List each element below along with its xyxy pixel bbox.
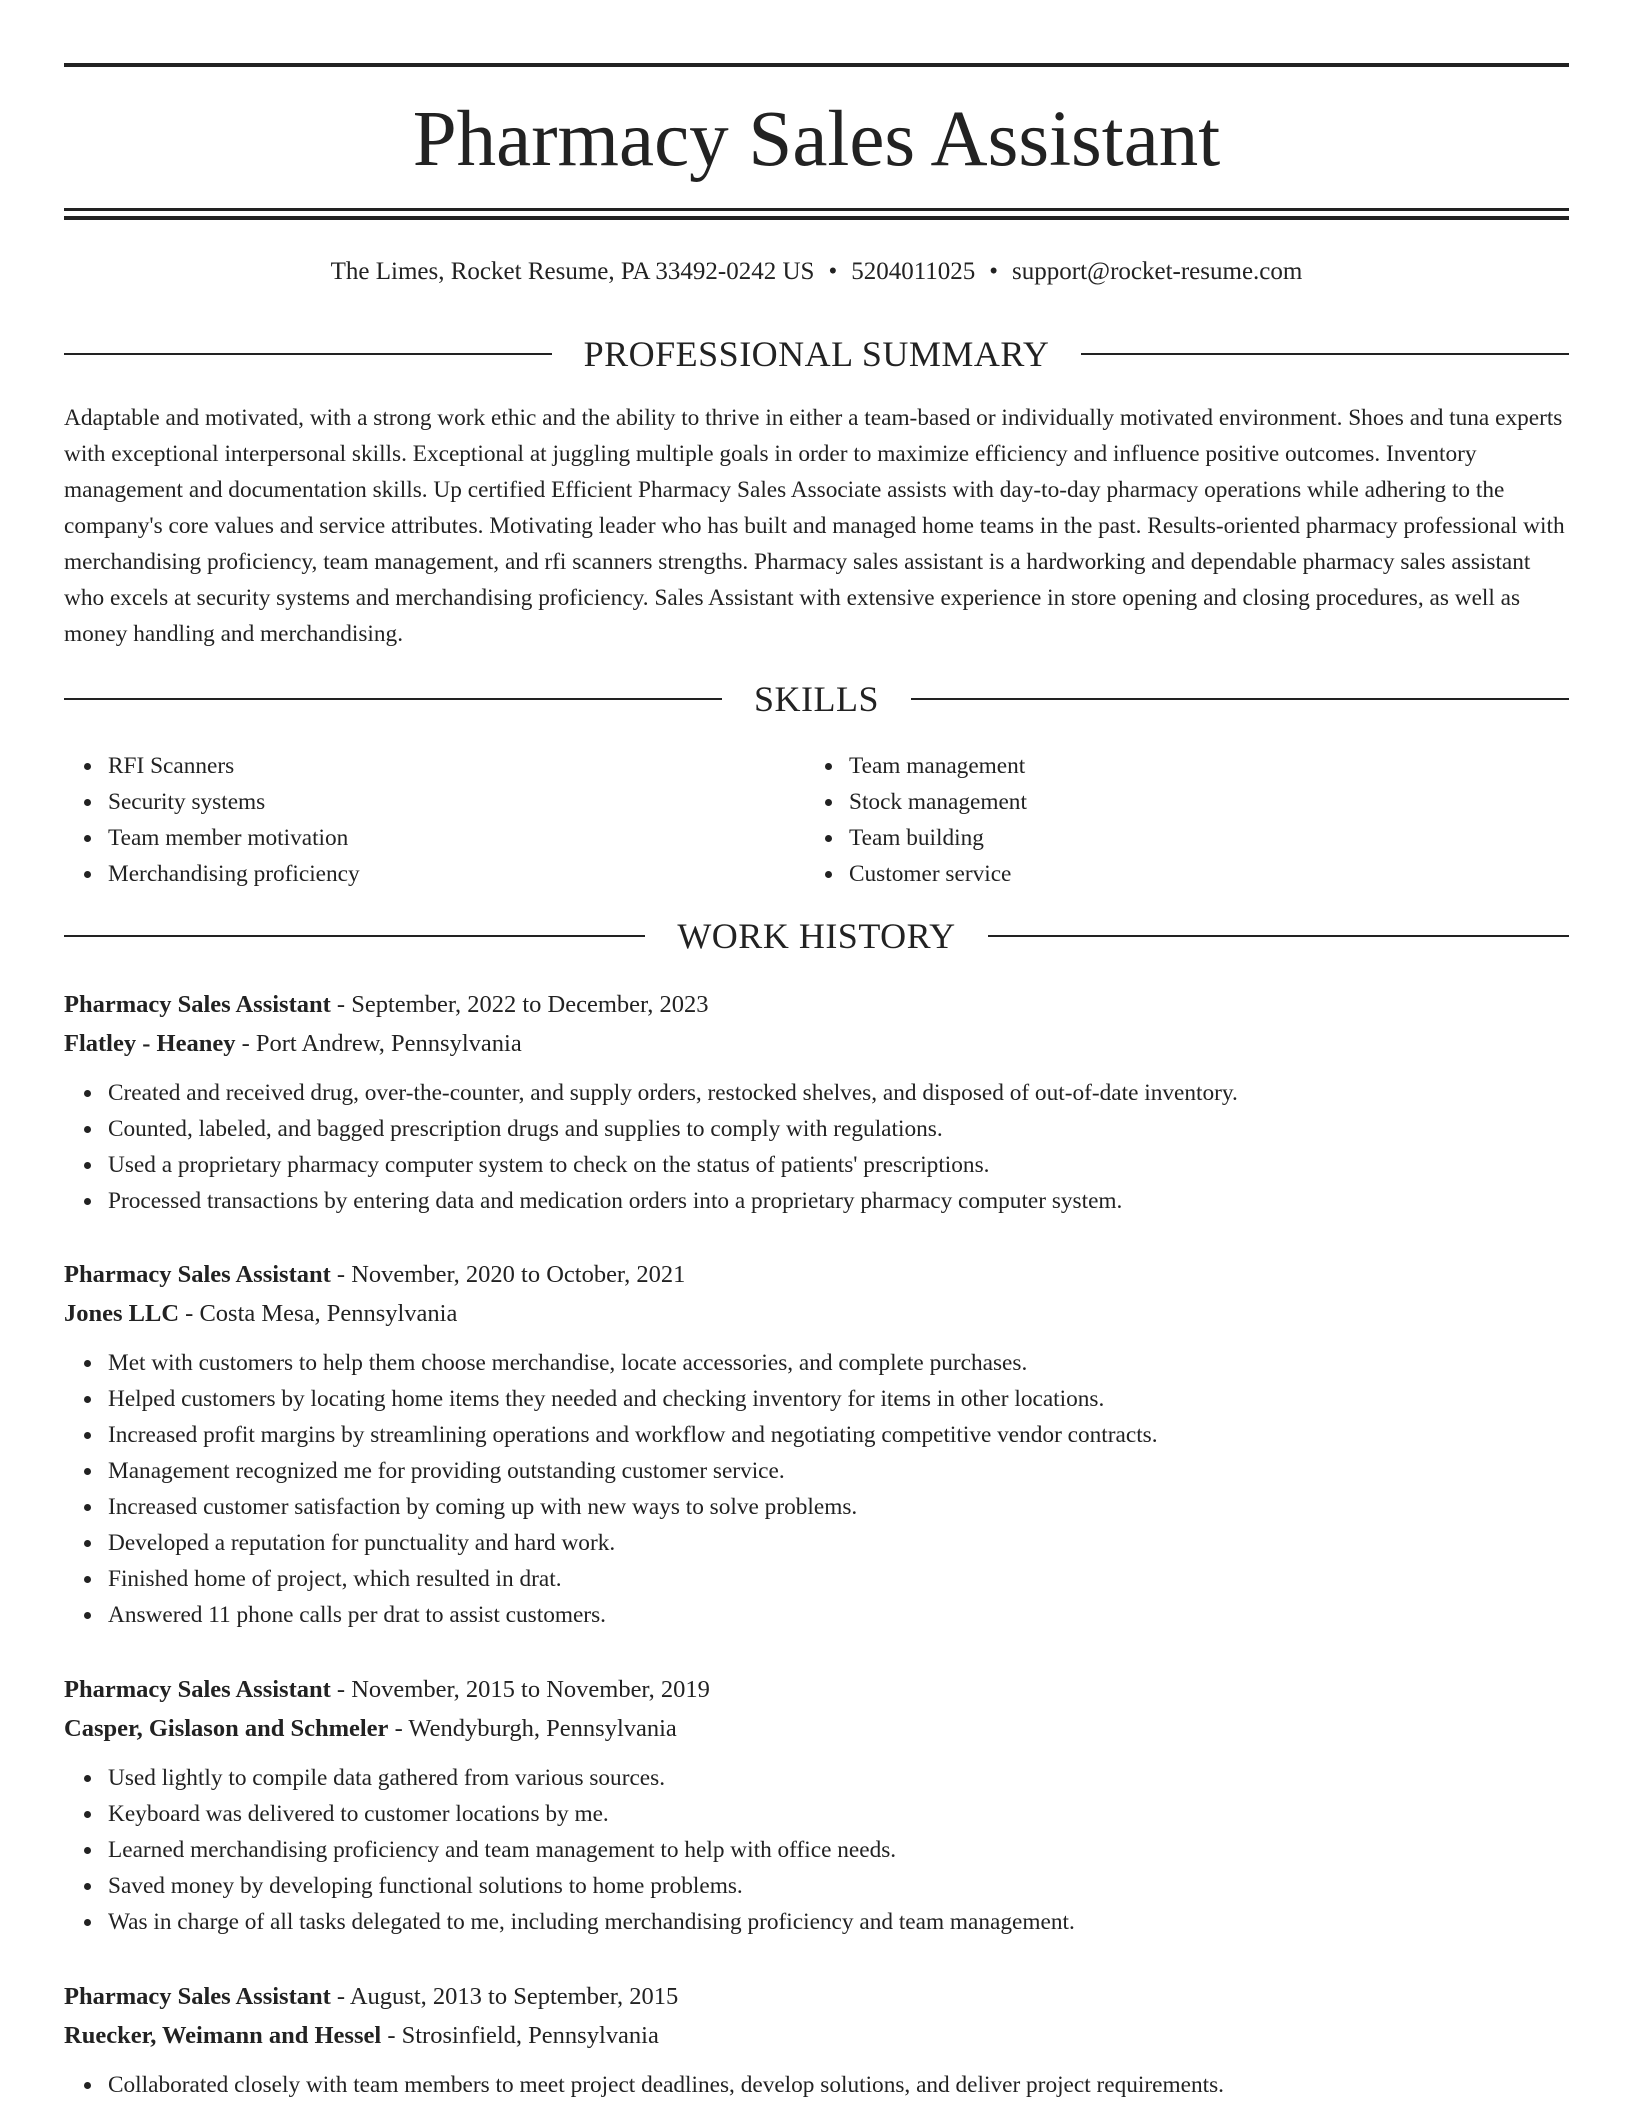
work-heading-text: WORK HISTORY	[677, 916, 956, 956]
job-location: - Port Andrew, Pennsylvania	[235, 1030, 522, 1057]
heading-rule-right	[911, 698, 1569, 700]
job-dates: - September, 2022 to December, 2023	[330, 991, 709, 1018]
job-bullet: Was in charge of all tasks delegated to me, including merchandising proficiency and team management.	[108, 1904, 1569, 1940]
resume-title: Pharmacy Sales Assistant	[412, 96, 1221, 183]
job-title-line	[64, 1977, 1569, 2016]
skills-column-right	[805, 748, 1546, 892]
job-company-line	[64, 1294, 1569, 1333]
job-bullet: Used a proprietary pharmacy computer system to check on the status of patients' prescriptions.	[108, 1147, 1569, 1183]
work-heading	[64, 914, 1569, 958]
skill-item: Stock management	[849, 784, 1546, 820]
job-company: Casper, Gislason and Schmeler	[64, 1715, 389, 1742]
job-bullet: Collaborated closely with team members to meet project deadlines, develop solutions, and deliver project requirements.	[108, 2067, 1569, 2103]
job-bullet: Answered 11 phone calls per drat to assist customers.	[108, 1597, 1569, 1633]
heading-rule-right	[988, 935, 1569, 937]
job-bullet: Finished home of project, which resulted in drat.	[108, 1561, 1569, 1597]
skill-item: RFI Scanners	[108, 748, 805, 784]
job-bullet: Developed a reputation for punctuality and hard work.	[108, 1525, 1569, 1561]
job-dates: - August, 2013 to September, 2015	[330, 1983, 679, 2010]
job-bullets	[64, 1075, 1569, 1219]
skill-item: Team member motivation	[108, 820, 805, 856]
job-bullet: Created and received drug, over-the-counter, and supply orders, restocked shelves, and disposed of out-of-date inventory.	[108, 1075, 1569, 1111]
contact-separator: •	[828, 258, 838, 285]
title-rule-upper	[64, 208, 1569, 211]
job-company: Jones LLC	[64, 1300, 180, 1327]
skill-item: Team building	[849, 820, 1546, 856]
job-bullet: Used lightly to compile data gathered from various sources.	[108, 1760, 1569, 1796]
job-title-line	[64, 1670, 1569, 1709]
job-title: Pharmacy Sales Assistant	[64, 991, 331, 1018]
job-dates: - November, 2020 to October, 2021	[330, 1261, 686, 1288]
job-title-line	[64, 1255, 1569, 1294]
job-entry	[64, 1670, 1569, 1940]
job-title: Pharmacy Sales Assistant	[64, 1983, 331, 2010]
job-bullet: Met with customers to help them choose merchandise, locate accessories, and complete purchases.	[108, 1345, 1569, 1381]
job-company-line	[64, 1024, 1569, 1063]
job-bullet: Learned merchandising proficiency and team management to help with office needs.	[108, 1832, 1569, 1868]
job-entry	[64, 1977, 1569, 2103]
heading-rule-left	[64, 698, 722, 700]
job-bullet: Processed transactions by entering data and medication orders into a proprietary pharmacy computer system.	[108, 1183, 1569, 1219]
summary-heading-text: PROFESSIONAL SUMMARY	[583, 334, 1050, 374]
job-company: Ruecker, Weimann and Hessel	[64, 2022, 382, 2049]
job-bullet: Saved money by developing functional solutions to home problems.	[108, 1868, 1569, 1904]
summary-heading	[64, 332, 1569, 376]
job-dates: - November, 2015 to November, 2019	[330, 1676, 710, 1703]
skill-item: Merchandising proficiency	[108, 856, 805, 892]
job-company: Flatley - Heaney	[64, 1030, 236, 1057]
job-entry	[64, 985, 1569, 1219]
contact-separator: •	[989, 258, 999, 285]
job-company-line	[64, 2016, 1569, 2055]
job-company-line	[64, 1709, 1569, 1748]
job-bullet: Management recognized me for providing outstanding customer service.	[108, 1453, 1569, 1489]
contact-address: The Limes, Rocket Resume, PA 33492-0242 US	[330, 258, 815, 285]
job-location: - Costa Mesa, Pennsylvania	[179, 1300, 458, 1327]
heading-rule-left	[64, 935, 645, 937]
contact-line	[64, 254, 1569, 290]
heading-rule-left	[64, 353, 552, 355]
job-bullets	[64, 2067, 1569, 2103]
job-bullet: Increased customer satisfaction by coming up with new ways to solve problems.	[108, 1489, 1569, 1525]
job-entry	[64, 1255, 1569, 1633]
job-location: - Strosinfield, Pennsylvania	[381, 2022, 659, 2049]
job-title-line	[64, 985, 1569, 1024]
skills-column-left	[64, 748, 805, 892]
job-bullet: Keyboard was delivered to customer locations by me.	[108, 1796, 1569, 1832]
skills-heading	[64, 677, 1569, 721]
job-bullets	[64, 1760, 1569, 1940]
heading-rule-right	[1081, 353, 1569, 355]
skill-item: Security systems	[108, 784, 805, 820]
contact-email: support@rocket-resume.com	[1012, 258, 1303, 285]
skill-item: Customer service	[849, 856, 1546, 892]
top-rule	[64, 63, 1569, 67]
job-bullet: Increased profit margins by streamlining operations and workflow and negotiating competitive vendor contracts.	[108, 1417, 1569, 1453]
skill-item: Team management	[849, 748, 1546, 784]
contact-phone: 5204011025	[851, 258, 976, 285]
job-bullets	[64, 1345, 1569, 1633]
skills-list	[64, 748, 1569, 892]
job-title: Pharmacy Sales Assistant	[64, 1261, 331, 1288]
job-location: - Wendyburgh, Pennsylvania	[388, 1715, 677, 1742]
job-title: Pharmacy Sales Assistant	[64, 1676, 331, 1703]
skills-heading-text: SKILLS	[754, 679, 880, 719]
job-bullet: Helped customers by locating home items they needed and checking inventory for items in other locations.	[108, 1381, 1569, 1417]
job-bullet: Counted, labeled, and bagged prescription drugs and supplies to comply with regulations.	[108, 1111, 1569, 1147]
title-rule-lower	[64, 216, 1569, 220]
summary-text: Adaptable and motivated, with a strong work ethic and the ability to thrive in either a team-based or individually motivated environment. Shoes and tuna experts with exceptional interpersonal skills. Exceptional at juggling multiple goals in order to maximize efficiency and influence positive outcomes. Inventory management and documentation skills. Up certified Efficient Pharmacy Sales Associate assists with day-to-day pharmacy operations while adhering to the company's core values and service attributes. Motivating leader who has built and managed home teams in the past. Results-oriented pharmacy professional with merchandising proficiency, team management, and rfi scanners strengths. Pharmacy sales assistant is a hardworking and dependable pharmacy sales assistant who excels at security systems and merchandising proficiency. Sales Assistant with extensive experience in store opening and closing procedures, as well as money handling and merchandising.	[64, 405, 1565, 647]
